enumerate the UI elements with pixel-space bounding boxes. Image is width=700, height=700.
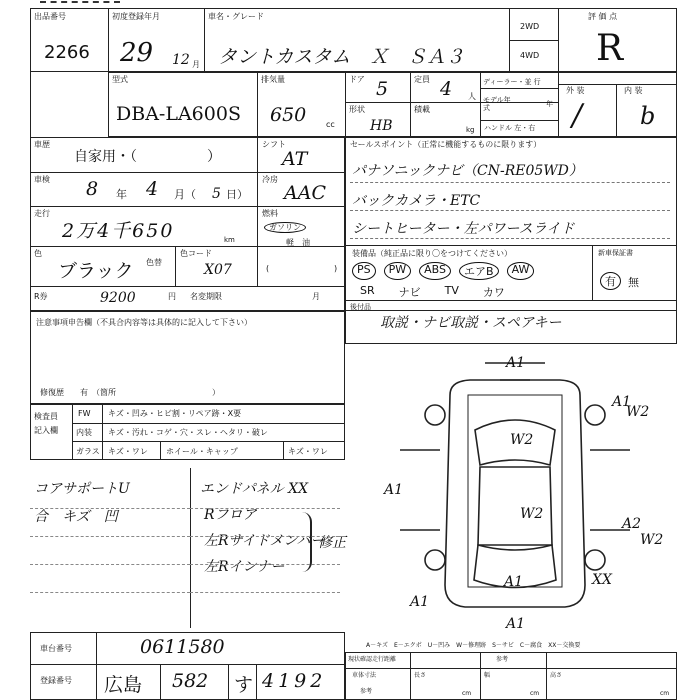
mark-a2-right: A2 [622, 516, 642, 532]
shift-label: シフト [262, 140, 286, 149]
shift-value: AT [282, 148, 308, 170]
first-reg-label: 初度登録年月 [112, 12, 160, 21]
doors-value: 5 [376, 78, 389, 100]
body-size-ref: 参考 [360, 688, 373, 695]
first-reg-year: 29 [120, 38, 154, 68]
insp-year: 8 [86, 178, 99, 200]
inspector-wheel-end: キズ・ワレ [288, 447, 328, 456]
repair-label: 修復歴 有 （箇所 ） [40, 388, 220, 397]
new-car-label: 新車保証書 [598, 249, 633, 257]
sales-line-3: シートヒーター・左パワースライド [352, 221, 575, 237]
mark-a1-rear: A1 [504, 574, 524, 590]
hand-note-mid-2: Rフロア [204, 507, 257, 523]
mark-a1-right: A1 [612, 394, 632, 410]
exterior-label: 外 装 [566, 86, 585, 95]
r-value: 9200 [100, 290, 136, 306]
reg-class: 582 [172, 670, 209, 692]
paren-close: ) [334, 264, 338, 273]
handle-label: ハンドル 左・右 [484, 124, 536, 132]
fuel-diesel: 軽 油 [286, 238, 310, 247]
mark-a1-left: A1 [384, 482, 404, 498]
mark-w2-center: W2 [520, 506, 544, 522]
inspector-fw-text: キズ・凹み・ヒビ割・リペア跡・X要 [108, 409, 242, 418]
equipment-row-1 [352, 262, 592, 280]
mark-w2-lower: W2 [640, 532, 664, 548]
load-unit: kg [466, 126, 475, 134]
insp-year-unit: 年 [116, 188, 127, 201]
height-cm: cm [660, 690, 670, 697]
shape-label: 形状 [349, 105, 365, 114]
mileage-value: 2万4千650 [62, 220, 175, 242]
inspector-interior-text: キズ・汚れ・コゲ・穴・スレ・ヘタリ・破レ [108, 428, 268, 437]
insp-day-unit: 日） [226, 188, 248, 201]
lot-label: 出品番号 [34, 12, 66, 21]
color-value: ブラック [58, 260, 134, 282]
ac-value: AAC [284, 182, 326, 204]
inspector-interior: 内装 [76, 428, 92, 437]
insp-month-unit: 月（ [174, 188, 196, 201]
cc-value: 650 [270, 104, 307, 126]
reg-kana: す [234, 674, 254, 696]
notes-divider [190, 468, 191, 628]
hand-note-mid-side: 修正 [318, 535, 346, 551]
score-value: R [596, 28, 624, 69]
width-label: 幅 [484, 672, 491, 679]
post-install-value: 取説・ナビ取説・スペアキー [380, 315, 562, 331]
reg-number: 4192 [262, 670, 327, 692]
model-type: DBA-LA600S [116, 103, 241, 125]
color-code-label: 色コード [180, 249, 212, 258]
fuel-label: 燃料 [262, 209, 278, 218]
lot-number: 2266 [44, 42, 90, 63]
equip-leather: カワ [482, 286, 505, 299]
ac-label: 冷房 [262, 175, 278, 184]
shape-value: HB [370, 118, 393, 134]
color-change-label: 色替 [146, 258, 162, 267]
type-label: 型式 [112, 75, 128, 84]
doors-label: ドア [349, 75, 365, 84]
height-label: 高さ [550, 672, 563, 679]
chassis-label: 車台番号 [40, 644, 72, 653]
mileage-label: 走行 [34, 209, 50, 218]
sales-line-2: バックカメラ・ETC [352, 193, 481, 209]
mark-a1-bottom: A1 [506, 616, 526, 632]
color-code: X07 [204, 262, 232, 278]
inspector-glass-text: キズ・ワレ [108, 447, 148, 456]
load-label: 積載 [414, 105, 430, 114]
r-label: R券 [34, 292, 48, 301]
interior-score: b [640, 102, 656, 130]
drive-4wd: 4WD [520, 51, 540, 60]
hand-note-mid-3: 左Rサイドメンバー [204, 533, 325, 549]
equip-aw: AW [507, 262, 535, 280]
damage-legend: A－キズ E－エクボ U－凹み W－修理跡 S－サビ C－腐食 XX－交換要 [366, 642, 581, 649]
hand-note-mid-4: 左Rインナー [204, 559, 285, 575]
name-change-label: 名変期限 [190, 292, 222, 301]
first-reg-month: 12 [172, 52, 190, 68]
drive-2wd: 2WD [520, 22, 540, 31]
history-label: 車歴 [34, 140, 50, 149]
history-value: 自家用・（ ） [74, 149, 221, 165]
equip-airbag: エアB [459, 262, 499, 280]
inspection-label: 車検 [34, 175, 50, 184]
equip-ps: PS [352, 262, 376, 280]
exterior-score: / [572, 98, 583, 133]
warranty-yes [600, 272, 621, 290]
capacity-label: 定員 [414, 75, 430, 84]
inspector-wheel: ホイール・キャップ [166, 447, 238, 456]
fuel-gas-circled: ガソリン [264, 222, 306, 233]
equip-sr: SR [360, 284, 375, 297]
equip-abs: ABS [419, 262, 451, 280]
length-label: 長さ [414, 672, 427, 679]
mark-a1-bottom-left: A1 [410, 594, 430, 610]
equipment-row-2 [360, 284, 580, 300]
capacity-unit: 人 [468, 92, 476, 101]
insp-day: 5 [212, 186, 221, 202]
inspector-fw: FW [78, 409, 91, 418]
equip-pw: PW [384, 262, 412, 280]
warranty-yes-circled: 有 [600, 272, 621, 290]
mark-w2-right: W2 [626, 404, 650, 420]
paren-open: ( [266, 264, 270, 273]
hand-note-left-2: 合 キズ 凹 [34, 509, 118, 525]
chassis-number: 0611580 [140, 636, 225, 658]
month-unit: 月 [192, 60, 200, 69]
cc-label: 排気量 [261, 75, 285, 84]
mark-xx: XX [592, 572, 612, 588]
r-yen: 円 [168, 292, 176, 301]
width-cm: cm [530, 690, 540, 697]
model-grade: タントカスタム Ｘ ＳＡ３ [218, 46, 465, 68]
km-unit: km [224, 236, 235, 244]
model-year-label: モデル年式 [483, 96, 511, 112]
body-size-label: 車体寸法 [352, 672, 377, 679]
hand-note-mid-1: エンドパネル XX [200, 481, 309, 497]
reg-label: 登録番号 [40, 676, 72, 685]
fuel-gas [264, 222, 306, 233]
inspector-glass: ガラス [76, 447, 100, 456]
cc-unit: cc [326, 120, 335, 129]
warranty-no: 無 [628, 276, 639, 289]
mark-a1-top: A1 [506, 355, 526, 371]
model-year-unit: 年 [546, 100, 553, 108]
hand-note-left-1: コアサポートU [34, 481, 130, 497]
sales-label: セールスポイント（正常に機能するものに限ります） [350, 140, 542, 149]
insp-month: 4 [146, 178, 159, 200]
reg-city: 広島 [104, 674, 143, 696]
top-marks [40, 1, 120, 7]
model-grade-label: 車名・グレード [208, 12, 264, 21]
inspect-distance-label: 現状確認走行距離 [348, 656, 397, 663]
equip-navi: ナビ [398, 286, 421, 299]
inspect-distance-ref: 参考 [496, 656, 509, 663]
dealer-label: ディーラー・並 行 [483, 78, 541, 86]
sales-line-1: パナソニックナビ（CN-RE05WD） [352, 163, 583, 179]
score-label: 評 価 点 [588, 12, 618, 21]
inspector-label-2: 記入欄 [34, 426, 58, 435]
curly-brace [300, 512, 312, 572]
notes-label: 注意事項申告欄（不具合内容等は具体的に記入して下さい） [36, 318, 252, 327]
capacity-value: 4 [440, 78, 453, 100]
post-install-label: 後付品 [350, 303, 371, 311]
color-label: 色 [34, 249, 42, 258]
equip-tv: TV [444, 284, 459, 297]
mark-w2-top: W2 [510, 432, 534, 448]
name-change-month: 月 [312, 292, 320, 301]
length-cm: cm [462, 690, 472, 697]
equipment-label: 装備品（純正品に限り〇をつけてください） [352, 249, 512, 258]
inspector-label-1: 検査員 [34, 412, 58, 421]
interior-label: 内 装 [624, 86, 643, 95]
